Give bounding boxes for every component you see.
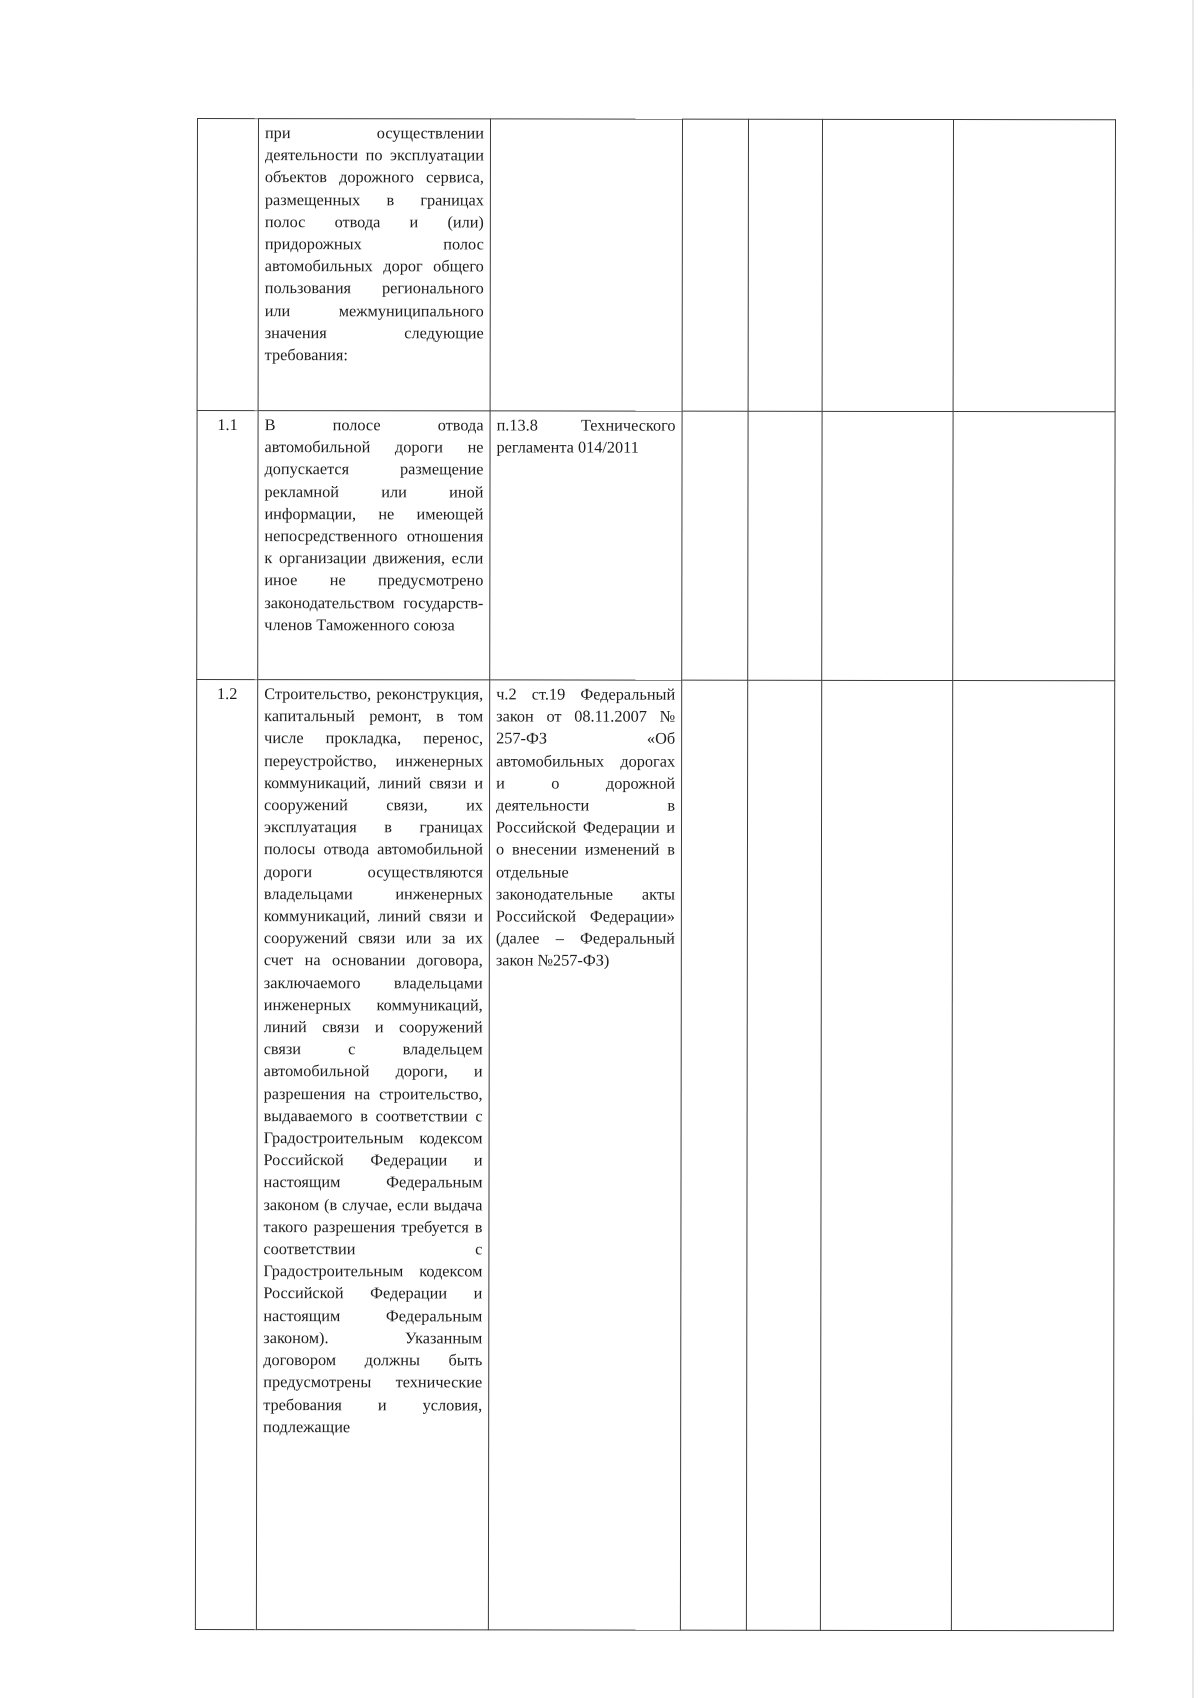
empty-cell (682, 119, 748, 411)
requirement-cell (258, 119, 490, 411)
table-row (197, 119, 1115, 412)
row-number-cell (195, 680, 257, 1630)
table-row (197, 411, 1115, 681)
reference-text: ч.2 ст.19 Федеральный закон от 08.11.2007 № 257-ФЗ «Об автомобильных дорогах и о дорожной деятельности в Российской Федерации и о внесении изменений в отдельные законодательные акты Российской Федерации» (далее – Федеральный закон №257-ФЗ) (495, 684, 676, 971)
requirement-cell (256, 680, 489, 1630)
empty-cell (822, 119, 953, 411)
row-number: 1.2 (216, 684, 238, 704)
empty-cell (820, 680, 952, 1630)
checklist-table (195, 118, 1116, 1631)
empty-cell (953, 120, 1115, 412)
requirement-text: Строительство, реконструкция, капитальный ремонт, в том числе прокладка, перенос, переустройство, инженерных коммуникаций, линий связи и сооружений связи, их эксплуатация в границах полосы отвода автомобильной дороги осуществляются владельцами инженерных коммуникаций, линий связи и сооружений связи или за их счет на основании договора, заключаемого владельцами инженерных коммуникаций, линий связи и сооружений связи с владельцем автомобильной дороги, и разрешения на строительство, выдаваемого в соответствии с Градостроительным кодексом Российской Федерации и настоящим Федеральным законом (в случае, если выдача такого разрешения требуется в соответствии с Градостроительным кодексом Российской Федерации и настоящим Федеральным законом). Указанным договором должны быть предусмотрены технические требования и условия, подлежащие (263, 684, 484, 1436)
row-number: 1.1 (217, 415, 238, 435)
reference-text: п.13.8 Технического регламента 014/2011 (496, 415, 676, 457)
row-number-cell (197, 411, 258, 680)
reference-cell (488, 680, 681, 1630)
scan-edge (1192, 0, 1194, 1698)
reference-cell (490, 119, 682, 411)
reference-cell (490, 411, 682, 680)
table-row (195, 680, 1114, 1631)
empty-cell (680, 680, 747, 1630)
empty-cell (748, 119, 822, 411)
empty-cell (822, 411, 953, 680)
empty-cell (951, 681, 1114, 1631)
empty-cell (746, 680, 821, 1630)
empty-cell (953, 412, 1115, 681)
empty-cell (682, 411, 748, 680)
requirement-text: В полосе отвода автомобильной дороги не допускается размещение рекламной или иной информации, не имеющей непосредственного отношения к организации движения, если иное не предусмотрено законодательством государств-членов Таможенного союза (264, 415, 484, 635)
requirement-text: при осуществлении деятельности по эксплуатации объектов дорожного сервиса, размещенных в границах полос отвода и (или) придорожных полос автомобильных дорог общего пользования регионального или межмуниципального значения следующие требования: (264, 123, 484, 365)
requirement-cell (258, 411, 490, 680)
empty-cell (748, 411, 822, 680)
row-number-cell (197, 119, 258, 411)
